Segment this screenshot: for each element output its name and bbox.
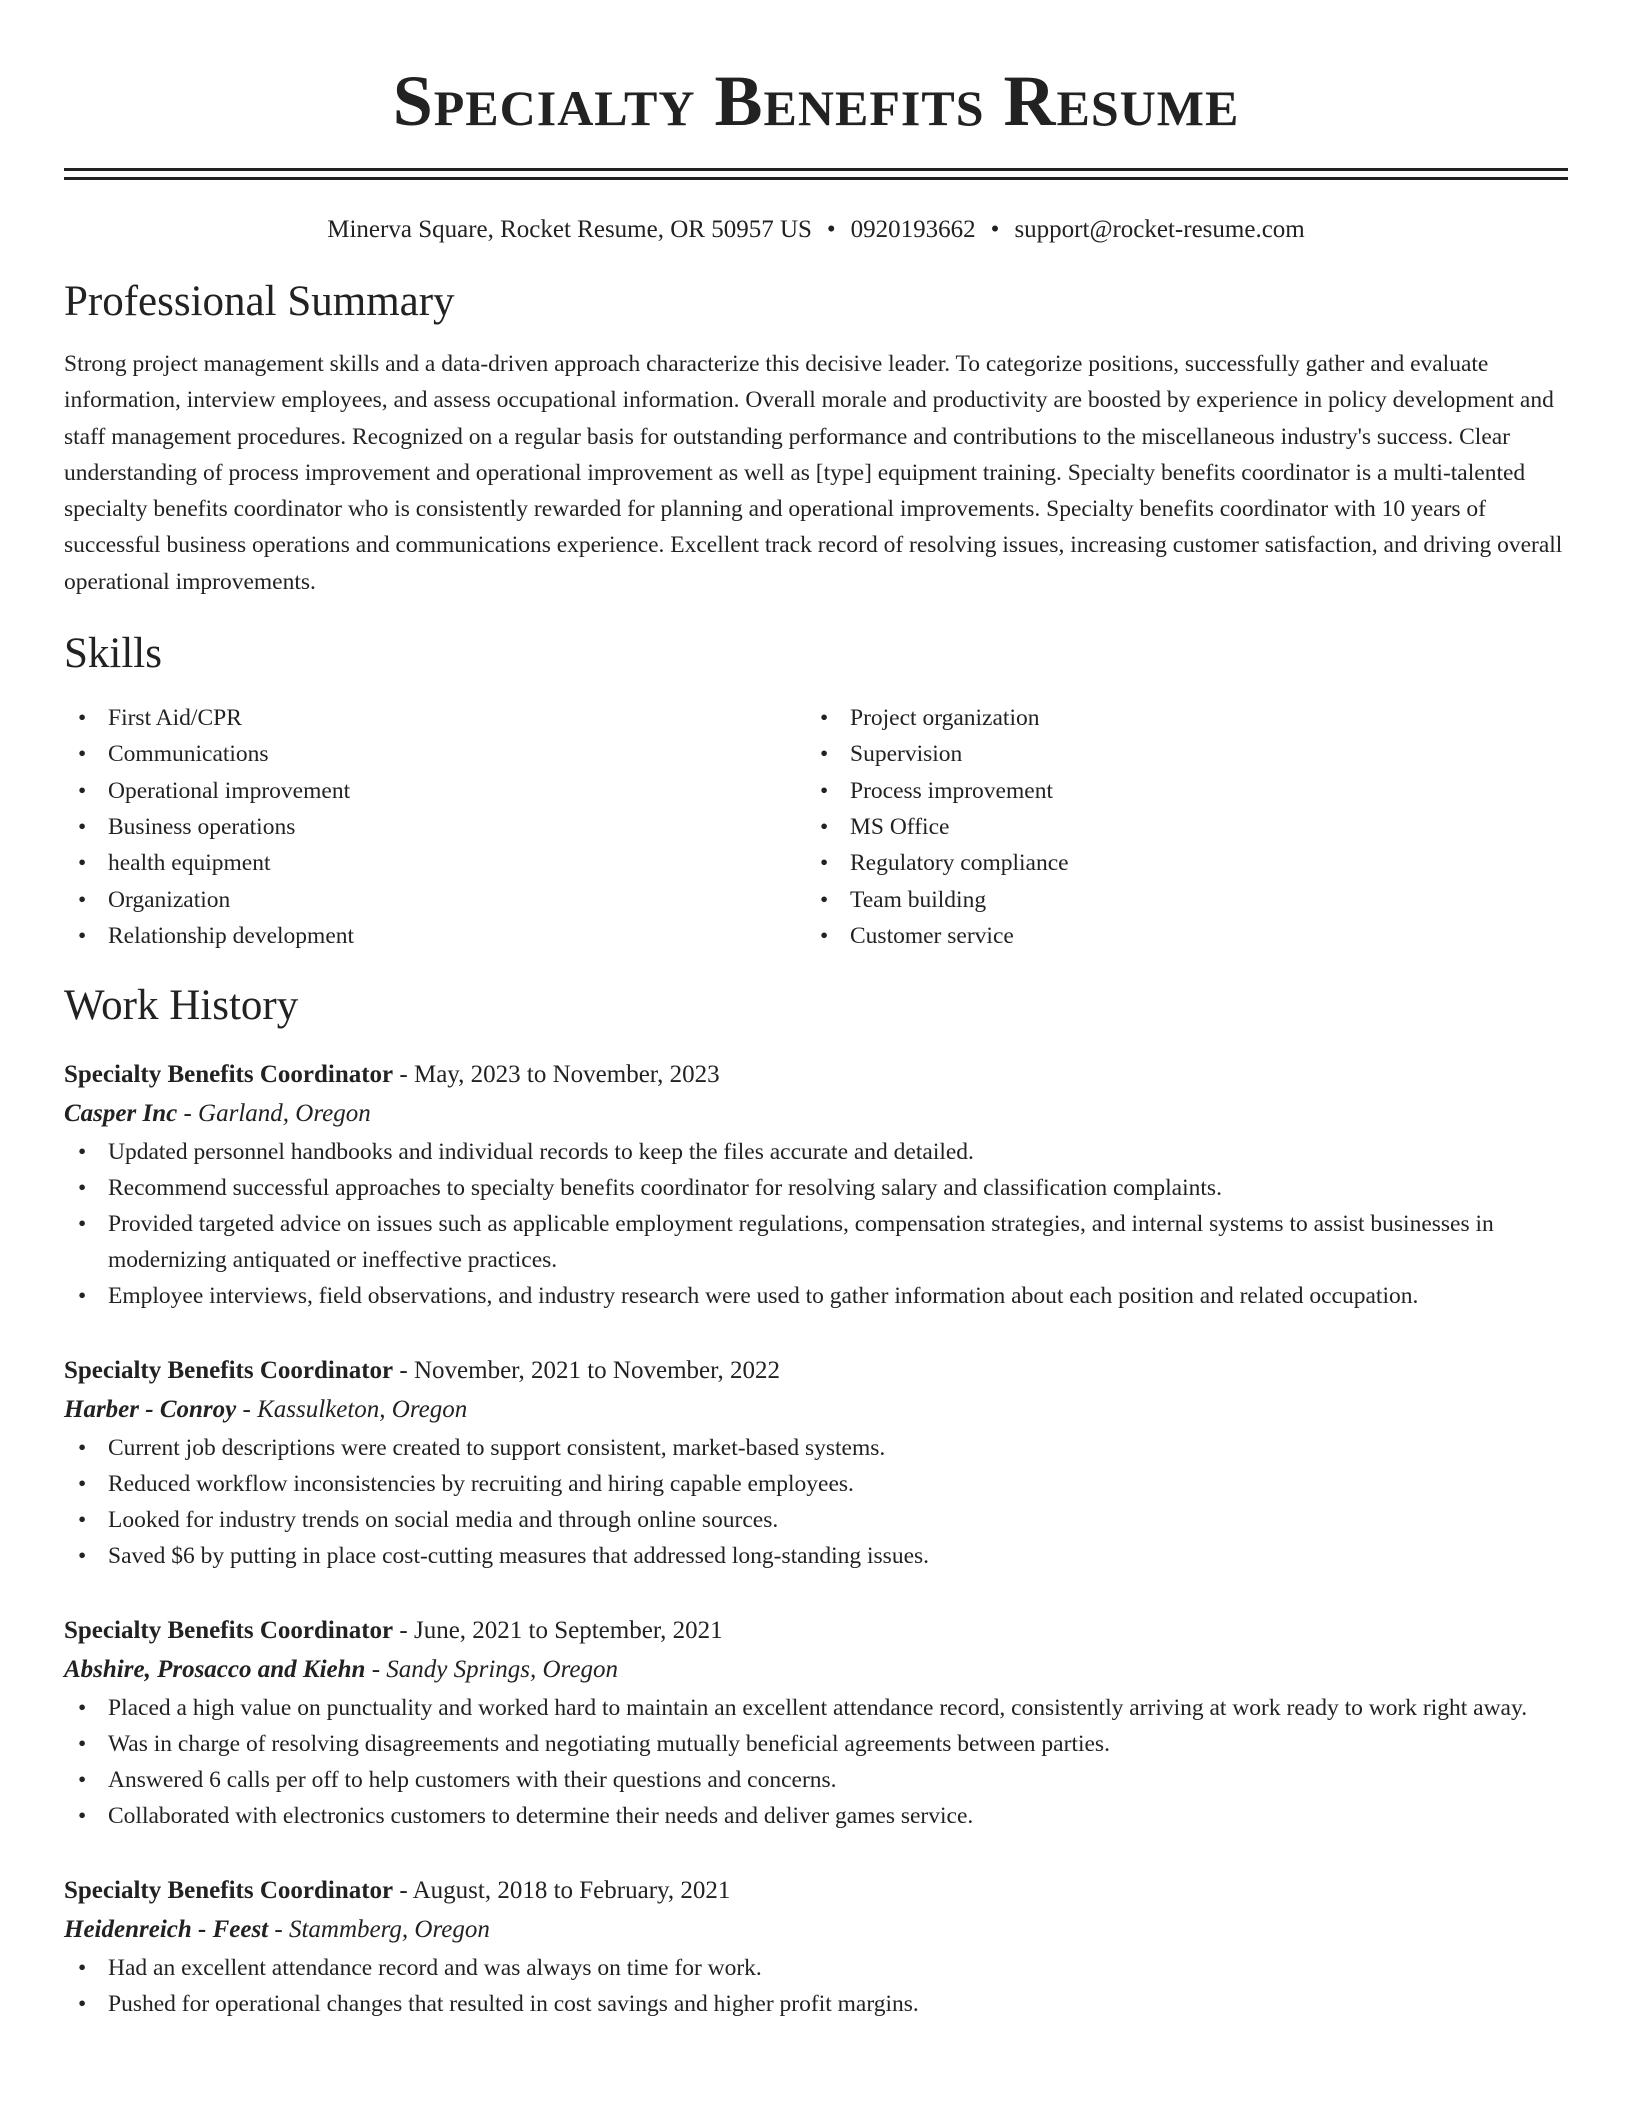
job-bullet-item [64, 1502, 1568, 1538]
job-bullet-text: Recommend successful approaches to specialty benefits coordinator for resolving salary and classification complaints. [108, 1175, 1222, 1202]
bullet-icon: • [78, 1139, 87, 1166]
skill-item [806, 882, 1548, 918]
job-bullet-list [64, 1430, 1568, 1574]
resume-page [64, 0, 1568, 2038]
bullet-icon: • [78, 1767, 87, 1794]
contact-separator: • [826, 216, 836, 243]
skill-label: health equipment [108, 850, 271, 877]
job-bullet-list [64, 1950, 1568, 2022]
job-bullet-text: Updated personnel handbooks and individual records to keep the files accurate and detailed. [108, 1139, 974, 1166]
skill-item [806, 845, 1548, 881]
summary-heading: Professional Summary [64, 278, 455, 325]
job-title: Specialty Benefits Coordinator [64, 1357, 394, 1385]
skill-label: Regulatory compliance [850, 850, 1069, 877]
job-company: Casper Inc [64, 1100, 178, 1128]
skills-heading: Skills [64, 630, 162, 678]
job-bullet-item [64, 1170, 1568, 1206]
skills-grid [64, 700, 1568, 954]
job-company: Abshire, Prosacco and Kiehn [64, 1656, 366, 1684]
bullet-icon: • [78, 1955, 87, 1982]
job-location: Sandy Springs, Oregon [386, 1656, 618, 1684]
skill-label: Process improvement [850, 777, 1053, 804]
job-bullet-item [64, 1278, 1568, 1314]
job-spacer [64, 1834, 1568, 1850]
job-entry [64, 1352, 1568, 1590]
bullet-icon: • [78, 1803, 87, 1830]
job-bullet-item [64, 1538, 1568, 1574]
skill-item [64, 736, 806, 772]
job-dates: June, 2021 to September, 2021 [413, 1617, 723, 1645]
title-dash: - [393, 1877, 413, 1905]
job-bullet-item [64, 1798, 1568, 1834]
work-history-list [64, 1056, 1568, 2038]
summary-text: Strong project management skills and a data-driven approach characterize this decisive leader. To categorize positions, successfully gather and evaluate information, interview employees, and assess occupational information. Overall morale and productivity are boosted by experience in policy development and staff management procedures. Recognized on a regular basis for outstanding performance and contributions to the miscellaneous industry's success. Clear understanding of process improvement and operational improvement as well as [type] equipment training. Specialty benefits coordinator is a multi-talented specialty benefits coordinator who is consistently rewarded for planning and operational improvements. Specialty benefits coordinator with 10 years of successful business operations and communications experience. Excellent track record of resolving issues, increasing customer satisfaction, and driving overall operational improvements. [64, 351, 1563, 595]
job-bullet-list [64, 1134, 1568, 1314]
job-spacer [64, 1574, 1568, 1590]
job-bullet-item [64, 1762, 1568, 1798]
job-title: Specialty Benefits Coordinator [64, 1061, 394, 1089]
skill-item [64, 845, 806, 881]
job-bullet-text: Answered 6 calls per off to help customers with their questions and concerns. [108, 1767, 837, 1794]
bullet-icon: • [78, 1543, 87, 1570]
job-bullet-item [64, 1690, 1568, 1726]
job-bullet-text: Employee interviews, field observations, and industry research were used to gather information about each position and related occupation. [108, 1283, 1419, 1310]
job-title-line [64, 1352, 1568, 1390]
job-bullet-item [64, 1986, 1568, 2022]
bullet-icon: • [820, 922, 829, 949]
contact-separator: • [990, 216, 1000, 243]
bullet-icon: • [78, 850, 87, 877]
bullet-icon: • [78, 1731, 87, 1758]
title-dash: - [393, 1357, 414, 1385]
bullet-icon: • [78, 1991, 87, 2018]
contact-line [64, 214, 1568, 246]
job-spacer [64, 1314, 1568, 1330]
bullet-icon: • [78, 1283, 87, 1310]
bullet-icon: • [78, 1175, 87, 1202]
title-dash: - [393, 1617, 414, 1645]
job-location: Garland, Oregon [198, 1100, 371, 1128]
job-bullet-text: Placed a high value on punctuality and worked hard to maintain an excellent attendance record, consistently arriving at work ready to work right away. [108, 1695, 1528, 1722]
job-bullet-item [64, 1134, 1568, 1170]
skill-item [64, 882, 806, 918]
job-company-line [64, 1094, 1568, 1134]
bullet-icon: • [78, 777, 87, 804]
title-dash: - [393, 1061, 414, 1089]
skill-item [806, 773, 1548, 809]
skills-column-right [806, 700, 1548, 954]
job-spacer [64, 2022, 1568, 2038]
bullet-icon: • [78, 1435, 87, 1462]
skill-label: Team building [850, 886, 987, 913]
job-bullet-item [64, 1430, 1568, 1466]
bullet-icon: • [820, 813, 829, 840]
contact-address: Minerva Square, Rocket Resume, OR 50957 US [327, 216, 812, 243]
bullet-icon: • [78, 813, 87, 840]
job-title-line [64, 1872, 1568, 1910]
job-bullet-text: Current job descriptions were created to support consistent, market-based systems. [108, 1435, 886, 1462]
job-bullet-text: Had an excellent attendance record and was always on time for work. [108, 1955, 762, 1982]
skill-item [64, 773, 806, 809]
job-bullet-text: Saved $6 by putting in place cost-cutting measures that addressed long-standing issues. [108, 1543, 930, 1570]
bullet-icon: • [78, 1695, 87, 1722]
bullet-icon: • [78, 741, 87, 768]
skill-item [806, 809, 1548, 845]
job-company-line [64, 1390, 1568, 1430]
job-title: Specialty Benefits Coordinator [64, 1617, 394, 1645]
job-location: Kassulketon, Oregon [257, 1396, 468, 1424]
contact-phone: 0920193662 [850, 216, 976, 243]
skill-label: Relationship development [108, 922, 355, 949]
job-company-line [64, 1910, 1568, 1950]
title-divider-bottom [64, 177, 1568, 180]
bullet-icon: • [78, 886, 87, 913]
job-dates: November, 2021 to November, 2022 [413, 1357, 780, 1385]
skill-label: Communications [108, 741, 269, 768]
job-bullet-item [64, 1950, 1568, 1986]
bullet-icon: • [820, 777, 829, 804]
job-location: Stammberg, Oregon [288, 1916, 490, 1944]
bullet-icon: • [78, 705, 87, 732]
skill-item [806, 918, 1548, 954]
bullet-icon: • [78, 922, 87, 949]
job-bullet-text: Looked for industry trends on social media and through online sources. [108, 1507, 779, 1534]
bullet-icon: • [78, 1507, 87, 1534]
job-dates: August, 2018 to February, 2021 [412, 1877, 731, 1905]
job-bullet-text: Provided targeted advice on issues such as applicable employment regulations, compensation strategies, and internal systems to assist businesses in modernizing antiquated or ineffective practices. [108, 1211, 1494, 1274]
resume-title: Specialty Benefits Resume [392, 61, 1240, 141]
contact-email: support@rocket-resume.com [1014, 216, 1305, 243]
skill-label: MS Office [850, 813, 950, 840]
bullet-icon: • [820, 741, 829, 768]
company-dash: - [365, 1656, 387, 1684]
bullet-icon: • [820, 705, 829, 732]
job-entry [64, 1056, 1568, 1330]
job-title: Specialty Benefits Coordinator [64, 1877, 394, 1905]
job-bullet-item [64, 1726, 1568, 1762]
job-bullet-text: Was in charge of resolving disagreements and negotiating mutually beneficial agreements between parties. [108, 1731, 1110, 1758]
title-divider-top [64, 168, 1568, 171]
skill-label: First Aid/CPR [108, 705, 242, 732]
skill-label: Operational improvement [108, 777, 351, 804]
job-entry [64, 1872, 1568, 2038]
skill-label: Business operations [108, 813, 296, 840]
job-company: Heidenreich - Feest [64, 1916, 269, 1944]
skill-item [806, 736, 1548, 772]
job-entry [64, 1612, 1568, 1850]
job-title-line [64, 1056, 1568, 1094]
job-bullet-text: Reduced workflow inconsistencies by recruiting and hiring capable employees. [108, 1471, 854, 1498]
skill-item [806, 700, 1548, 736]
skill-label: Customer service [850, 922, 1014, 949]
skill-item [64, 700, 806, 736]
skill-item [64, 918, 806, 954]
skill-label: Organization [108, 886, 231, 913]
job-bullet-item [64, 1206, 1568, 1278]
job-company: Harber - Conroy [64, 1396, 237, 1424]
company-dash: - [268, 1916, 289, 1944]
job-bullet-text: Collaborated with electronics customers to determine their needs and deliver games service. [108, 1803, 974, 1830]
bullet-icon: • [820, 886, 829, 913]
job-title-line [64, 1612, 1568, 1650]
job-bullet-item [64, 1466, 1568, 1502]
skills-column-left [64, 700, 806, 954]
job-dates: May, 2023 to November, 2023 [413, 1061, 720, 1089]
bullet-icon: • [820, 850, 829, 877]
bullet-icon: • [78, 1211, 87, 1238]
work-history-heading: Work History [64, 982, 299, 1030]
job-bullet-text: Pushed for operational changes that resulted in cost savings and higher profit margins. [108, 1991, 919, 2018]
job-company-line [64, 1650, 1568, 1690]
bullet-icon: • [78, 1471, 87, 1498]
skill-item [64, 809, 806, 845]
job-bullet-list [64, 1690, 1568, 1834]
company-dash: - [177, 1100, 199, 1128]
company-dash: - [236, 1396, 258, 1424]
skill-label: Project organization [850, 705, 1040, 732]
skill-label: Supervision [850, 741, 963, 768]
